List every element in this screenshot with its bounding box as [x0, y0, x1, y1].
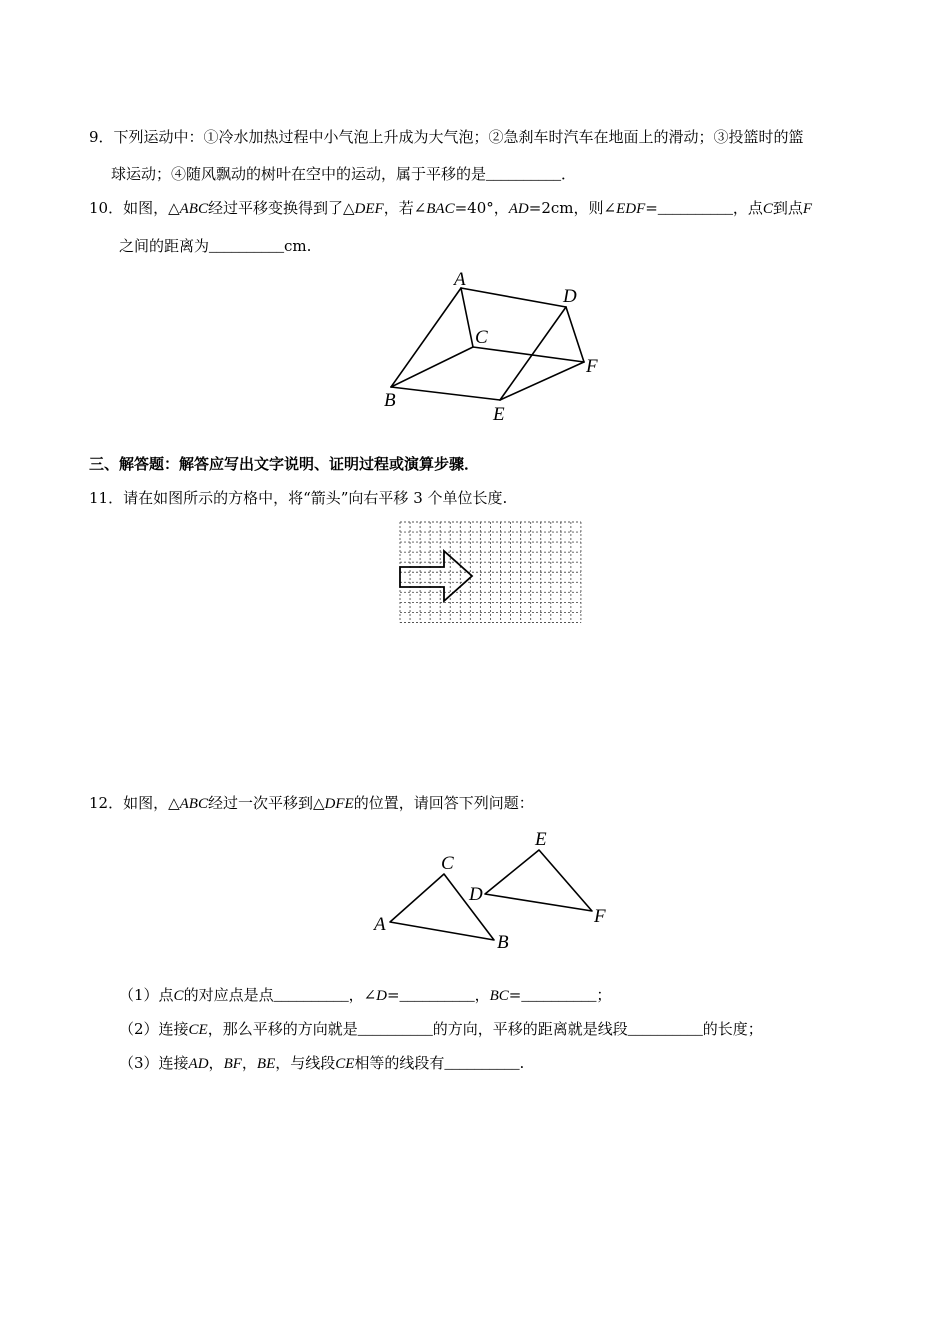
q10-text-6: = [645, 199, 658, 217]
label-D: D [563, 286, 577, 307]
sub3-be: BE [256, 1056, 276, 1072]
sub1-text-5: ， [474, 986, 490, 1004]
sub3-text-3: 相等的线段有 [354, 1054, 445, 1072]
label2-A: A [374, 914, 386, 935]
q12-text-2: 经过一次平移到△ [207, 794, 325, 812]
q10-def: DEF [354, 201, 384, 217]
q10-f: F [802, 201, 813, 217]
sub1-text-4: = [387, 986, 400, 1004]
q10-c: C [762, 201, 773, 217]
q12-text-1: 12．如图，△ [89, 794, 180, 812]
sub1-text-2: 的对应点是点 [183, 986, 274, 1004]
q12-dfe: DFE [324, 796, 354, 812]
sub1-bc: BC [489, 988, 509, 1004]
sub3-ad: AD [188, 1056, 209, 1072]
sub2-answer-blank-2[interactable]: __________ [627, 1022, 703, 1038]
sub2-line [119, 1019, 763, 1040]
sub1-text-3: ，∠ [348, 986, 377, 1004]
q10-text-1: 10．如图，△ [89, 199, 180, 217]
label-C: C [475, 327, 488, 348]
sub1-line [119, 985, 611, 1006]
sub3-text-4: . [519, 1054, 525, 1072]
q9-text-3: ． [561, 165, 577, 183]
label-F: F [586, 356, 598, 377]
q10-text-5: =2cm，则∠ [528, 199, 617, 217]
q10-text-3: ，若∠ [383, 199, 427, 217]
sub2-answer-blank-1[interactable]: __________ [357, 1022, 433, 1038]
sub3-text-2: ，与线段 [275, 1054, 336, 1072]
triangle-DFE [485, 850, 592, 911]
q12-text-3: 的位置，请回答下列问题： [353, 794, 534, 812]
sub1-text-6: = [508, 986, 522, 1004]
q10-text-10: cm. [284, 237, 312, 255]
q11-text: 11．请在如图所示的方格中，将“箭头”向右平移 3 个单位长度. [89, 489, 508, 507]
sub3-ce: CE [335, 1056, 355, 1072]
sub3-bf: BF [223, 1056, 242, 1072]
sub3-text-1: （3）连接 [119, 1054, 189, 1072]
sub1-answer-blank-2[interactable]: __________ [399, 988, 475, 1004]
sub1-text-7: ； [596, 986, 612, 1004]
sub1-answer-blank-1[interactable]: __________ [273, 988, 349, 1004]
sub1-answer-blank-3[interactable]: __________ [521, 988, 597, 1004]
q12-abc: ABC [179, 796, 208, 812]
q10-text-2: 经过平移变换得到了△ [207, 199, 355, 217]
q10-answer-blank-1[interactable]: __________ [657, 201, 733, 217]
sub1-d: D [376, 988, 387, 1004]
q10-text-4: =40°， [454, 199, 509, 217]
sub3-answer-blank[interactable]: __________ [444, 1056, 520, 1072]
sub2-text-2: ，那么平移的方向就是 [207, 1020, 358, 1038]
label-A: A [454, 269, 466, 290]
label-B: B [384, 390, 396, 411]
label-E: E [493, 404, 505, 425]
q9-text-2: 球运动；④随风飘动的树叶在空中的运动，属于平移的是 [111, 165, 487, 183]
label2-F: F [594, 906, 606, 927]
q10-bac: BAC [426, 201, 455, 217]
sub3-line [119, 1053, 524, 1074]
label2-E: E [535, 829, 547, 850]
q10-edf: EDF [616, 201, 646, 217]
q10-ad: AD [508, 201, 529, 217]
sub2-ce: CE [188, 1022, 208, 1038]
section-title-text: 三、解答题：解答应写出文字说明、证明过程或演算步骤． [89, 455, 480, 473]
sub2-text-1: （2）连接 [119, 1020, 189, 1038]
q10-text-7: ，点 [732, 199, 763, 217]
q10-text-9: 之间的距离为 [119, 237, 210, 255]
sub1-c: C [173, 988, 184, 1004]
q10-answer-blank-2[interactable]: __________ [209, 239, 285, 255]
q10-abc: ABC [179, 201, 208, 217]
sub1-text-1: （1）点 [119, 986, 174, 1004]
label2-B: B [497, 932, 509, 953]
sub2-text-3: 的方向，平移的距离就是线段 [432, 1020, 628, 1038]
q10-text-8: 到点 [772, 199, 803, 217]
sub3-sep-1: ， [208, 1054, 224, 1072]
sub2-text-4: 的长度； [702, 1020, 763, 1038]
label2-C: C [441, 853, 454, 874]
q9-answer-blank[interactable]: __________ [486, 167, 562, 183]
sub3-sep-2: ， [241, 1054, 257, 1072]
label2-D: D [469, 884, 483, 905]
q9-text-1: 9．下列运动中：①冷水加热过程中小气泡上升成为大气泡；②急刹车时汽车在地面上的滑动；③投篮时的篮 [89, 128, 804, 146]
